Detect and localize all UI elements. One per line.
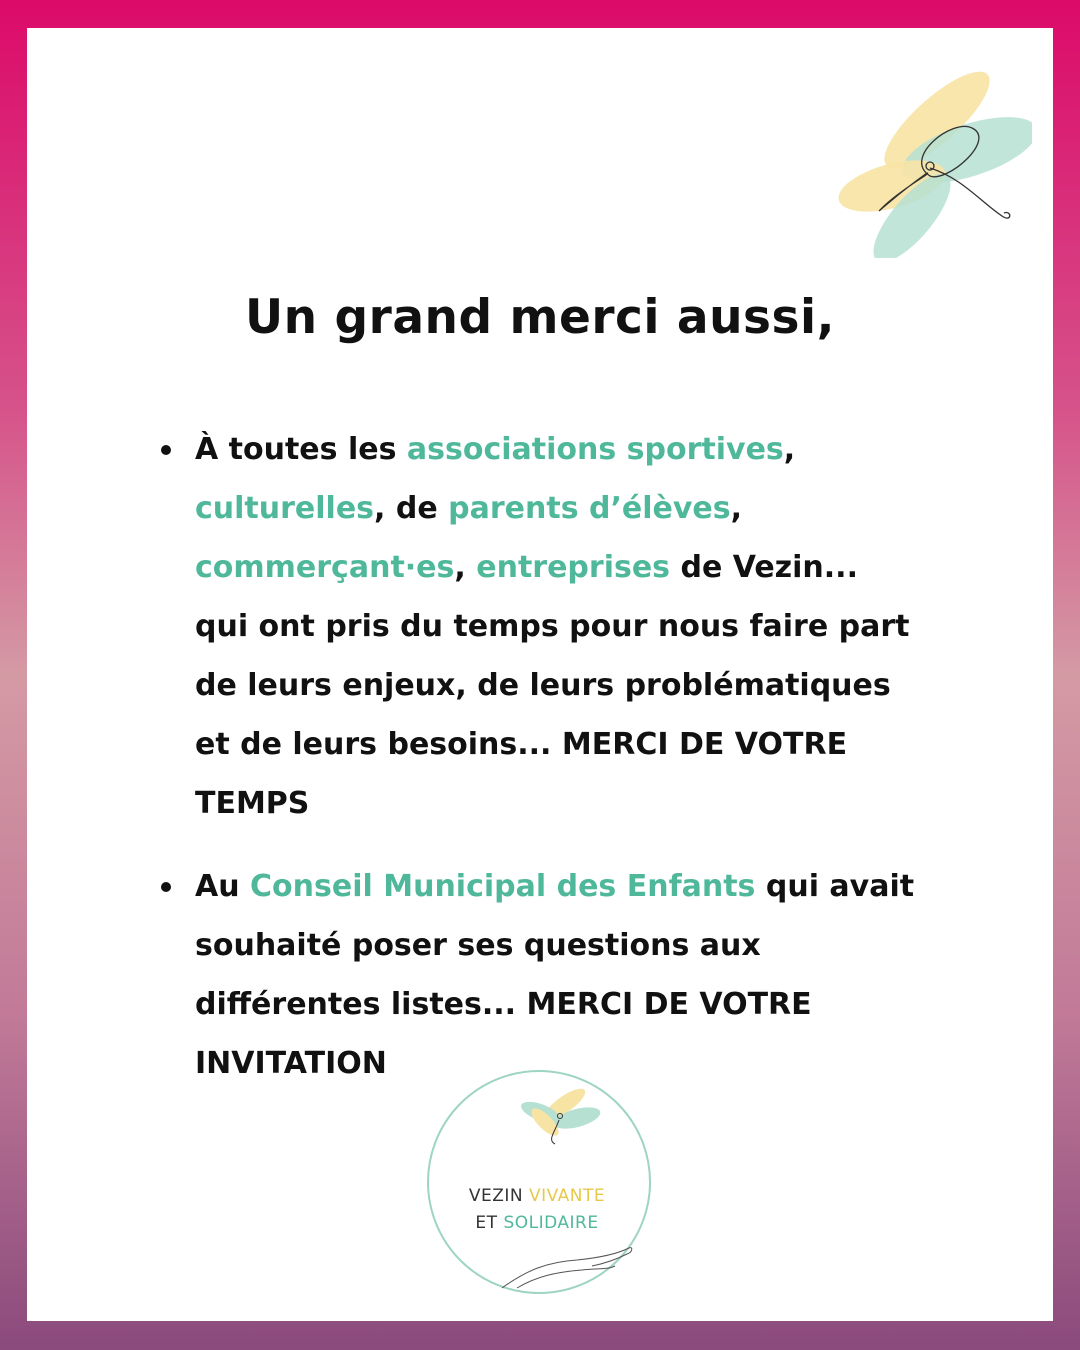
segment: ,	[783, 432, 796, 467]
bullet-icon	[161, 882, 171, 892]
thanks-list	[195, 420, 915, 1117]
segment: qui avait souhaité poser ses questions aux différentes listes... MERCI DE VOTRE INVITATION	[195, 869, 915, 1081]
logo-dragonfly-icon	[515, 1082, 605, 1152]
logo-line-1	[427, 1186, 647, 1206]
hand-icon	[497, 1240, 637, 1290]
segment-highlight: commerçant·es	[195, 550, 455, 585]
page-title: Un grand merci aussi,	[245, 290, 835, 345]
segment: ,	[454, 550, 477, 585]
logo-text: VEZIN	[468, 1186, 529, 1206]
segment-highlight: associations sportives	[406, 432, 784, 467]
segment: de Vezin... qui ont pris du temps pour nous faire part de leurs enjeux, de leurs problématiques et de leurs besoins... MERCI DE VOTRE TEMPS	[195, 550, 910, 821]
segment: Au	[195, 869, 251, 904]
logo-text: ET	[475, 1213, 504, 1233]
list-item	[195, 857, 915, 1093]
logo-text-accent: VIVANTE	[528, 1186, 606, 1206]
segment-highlight: entreprises	[476, 550, 671, 585]
logo-text-accent: SOLIDAIRE	[503, 1213, 599, 1233]
bullet-icon	[161, 445, 171, 455]
segment-highlight: culturelles	[195, 491, 375, 526]
segment: , de	[374, 491, 449, 526]
list-item	[195, 420, 915, 833]
card	[27, 28, 1053, 1321]
segment: À toutes les	[195, 432, 407, 467]
logo-line-2	[427, 1213, 647, 1233]
segment-highlight: Conseil Municipal des Enfants	[250, 869, 756, 904]
segment-highlight: parents d’élèves	[448, 491, 731, 526]
dragonfly-icon	[812, 58, 1032, 258]
logo	[427, 1070, 657, 1300]
segment: ,	[730, 491, 743, 526]
